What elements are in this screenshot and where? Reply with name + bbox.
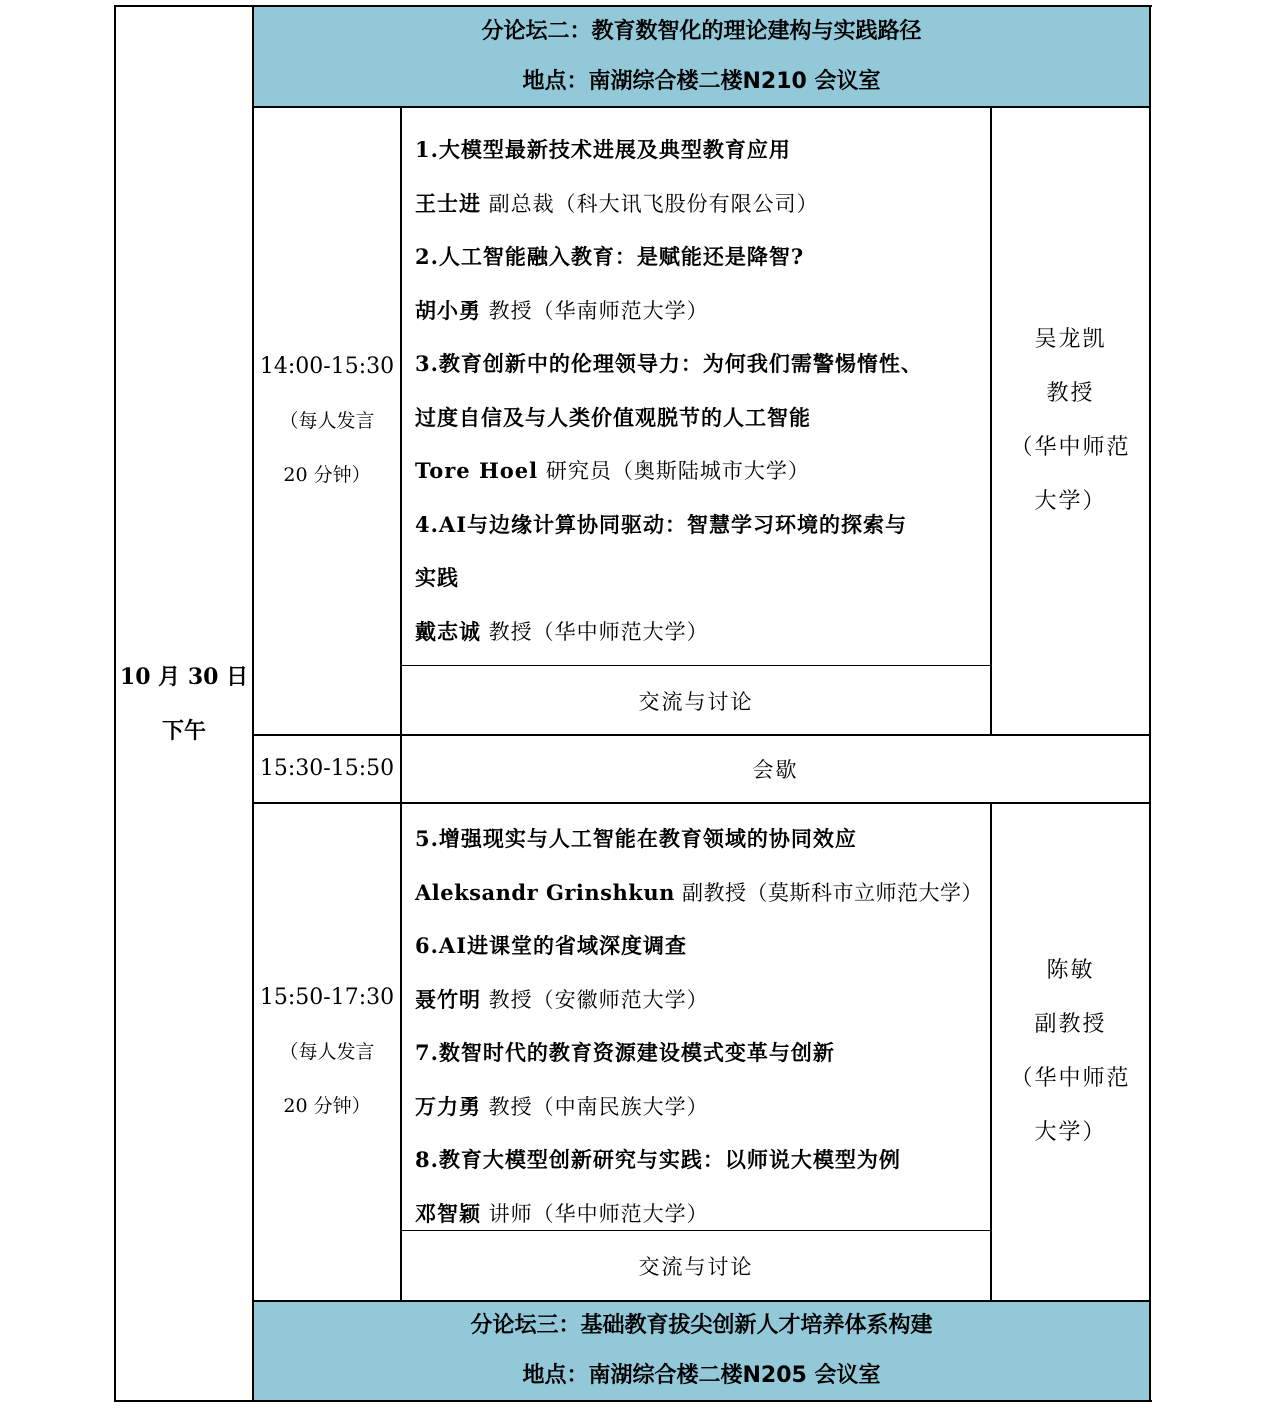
- forum2-title: 分论坛二：教育数智化的理论建构与实践路径: [481, 19, 922, 44]
- talk-speaker: [415, 973, 1001, 1027]
- date-column-divider: [252, 5, 254, 1402]
- chair-affiliation: （华中师范: [1010, 1066, 1131, 1091]
- speaker-affiliation: 教授（华中师范大学）: [481, 619, 709, 644]
- table-border-bottom: [114, 1400, 1152, 1402]
- speaker-name: 聂竹明: [415, 986, 481, 1012]
- talk-title: 1.大模型最新技术进展及典型教育应用: [415, 137, 791, 162]
- talk-speaker: [415, 1080, 1001, 1134]
- period-label: 下午: [161, 718, 206, 744]
- discussion-divider: [401, 1230, 991, 1231]
- talk-title: 8.教育大模型创新研究与实践：以师说大模型为例: [415, 1147, 901, 1172]
- talk-title: 2.人工智能融入教育：是赋能还是降智?: [415, 244, 805, 269]
- session2-chair-cell: [991, 803, 1150, 1301]
- session2-note2: 20 分钟）: [283, 1095, 371, 1117]
- chair-affiliation-cont: 大学）: [1034, 1120, 1107, 1145]
- talk-speaker: [415, 284, 991, 338]
- speaker-name: 邓智颖: [415, 1200, 481, 1226]
- chair-affiliation: （华中师范: [1010, 435, 1131, 460]
- speaker-affiliation: 副教授（莫斯科市立师范大学）: [674, 880, 984, 905]
- break-label: 会歇: [752, 758, 799, 782]
- session1-time-cell: [253, 107, 401, 735]
- talk-title: 7.数智时代的教育资源建设模式变革与创新: [415, 1040, 835, 1065]
- talk-title: 4.AI与边缘计算协同驱动：智慧学习环境的探索与: [415, 511, 908, 537]
- talk-title: 5.增强现实与人工智能在教育领域的协同效应: [415, 826, 857, 851]
- row-divider: [253, 1300, 1151, 1302]
- session1-talks: [401, 107, 991, 666]
- talk-speaker: [415, 866, 1001, 920]
- chair-name: 吴龙凯: [1034, 327, 1107, 352]
- date-cell: [115, 7, 253, 1401]
- break-time: 15:30-15:50: [259, 756, 395, 781]
- chair-title: 副教授: [1034, 1012, 1107, 1037]
- talk-title-cont: 实践: [415, 565, 459, 590]
- chair-column-divider: [990, 803, 992, 1301]
- chair-affiliation-cont: 大学）: [1034, 489, 1107, 514]
- table-border-left: [114, 5, 116, 1402]
- forum2-location: 地点：南湖综合楼二楼N210 会议室: [522, 69, 881, 94]
- discussion-divider: [401, 665, 991, 666]
- time-column-divider: [400, 107, 402, 1301]
- speaker-name: 王士进: [415, 190, 481, 216]
- talk-speaker: [415, 444, 991, 498]
- table-border-top: [114, 5, 1152, 7]
- session1-chair-cell: [991, 107, 1150, 735]
- speaker-affiliation: 教授（中南民族大学）: [481, 1094, 709, 1119]
- speaker-affiliation: 教授（华南师范大学）: [481, 298, 709, 323]
- talk-speaker: [415, 605, 991, 659]
- table-border-right: [1149, 5, 1151, 1402]
- chair-column-divider: [990, 107, 992, 735]
- session2-time-cell: [253, 803, 401, 1301]
- row-divider: [253, 802, 1151, 804]
- talk-title: 6.AI进课堂的省域深度调查: [415, 933, 688, 958]
- row-divider: [253, 106, 1151, 108]
- forum3-title: 分论坛三：基础教育拔尖创新人才培养体系构建: [470, 1313, 933, 1338]
- speaker-name: Aleksandr Grinshkun: [415, 879, 675, 905]
- speaker-affiliation: 讲师（华中师范大学）: [481, 1201, 709, 1226]
- forum3-header: [253, 1301, 1150, 1401]
- speaker-name: Tore Hoel: [415, 458, 539, 483]
- row-divider: [253, 734, 1151, 736]
- talk-speaker: [415, 177, 991, 231]
- session2-talks: [401, 803, 1001, 1231]
- session1-note1: （每人发言: [279, 410, 375, 432]
- session2-discussion: 交流与讨论: [638, 1255, 754, 1279]
- talk-title: 3.教育创新中的伦理领导力：为何我们需警惕惰性、: [415, 351, 923, 376]
- chair-title: 教授: [1046, 381, 1095, 406]
- date-label: 10 月 30 日: [119, 664, 249, 690]
- forum3-location: 地点：南湖综合楼二楼N205 会议室: [522, 1363, 881, 1388]
- session1-time: 14:00-15:30: [259, 354, 395, 379]
- speaker-name: 戴志诚: [415, 618, 481, 644]
- speaker-name: 万力勇: [415, 1093, 481, 1119]
- session1-discussion: 交流与讨论: [638, 689, 754, 714]
- speaker-affiliation: 研究员（奥斯陆城市大学）: [538, 459, 810, 483]
- talk-title-cont: 过度自信及与人类价值观脱节的人工智能: [415, 404, 811, 430]
- session2-note1: （每人发言: [279, 1041, 375, 1063]
- forum2-header: [253, 7, 1150, 107]
- session1-note2: 20 分钟）: [283, 464, 371, 486]
- speaker-affiliation: 教授（安徽师范大学）: [481, 987, 709, 1012]
- chair-name: 陈敏: [1046, 958, 1095, 983]
- speaker-name: 胡小勇: [415, 297, 481, 323]
- speaker-affiliation: 副总裁（科大讯飞股份有限公司）: [481, 191, 819, 216]
- session2-time: 15:50-17:30: [259, 985, 395, 1010]
